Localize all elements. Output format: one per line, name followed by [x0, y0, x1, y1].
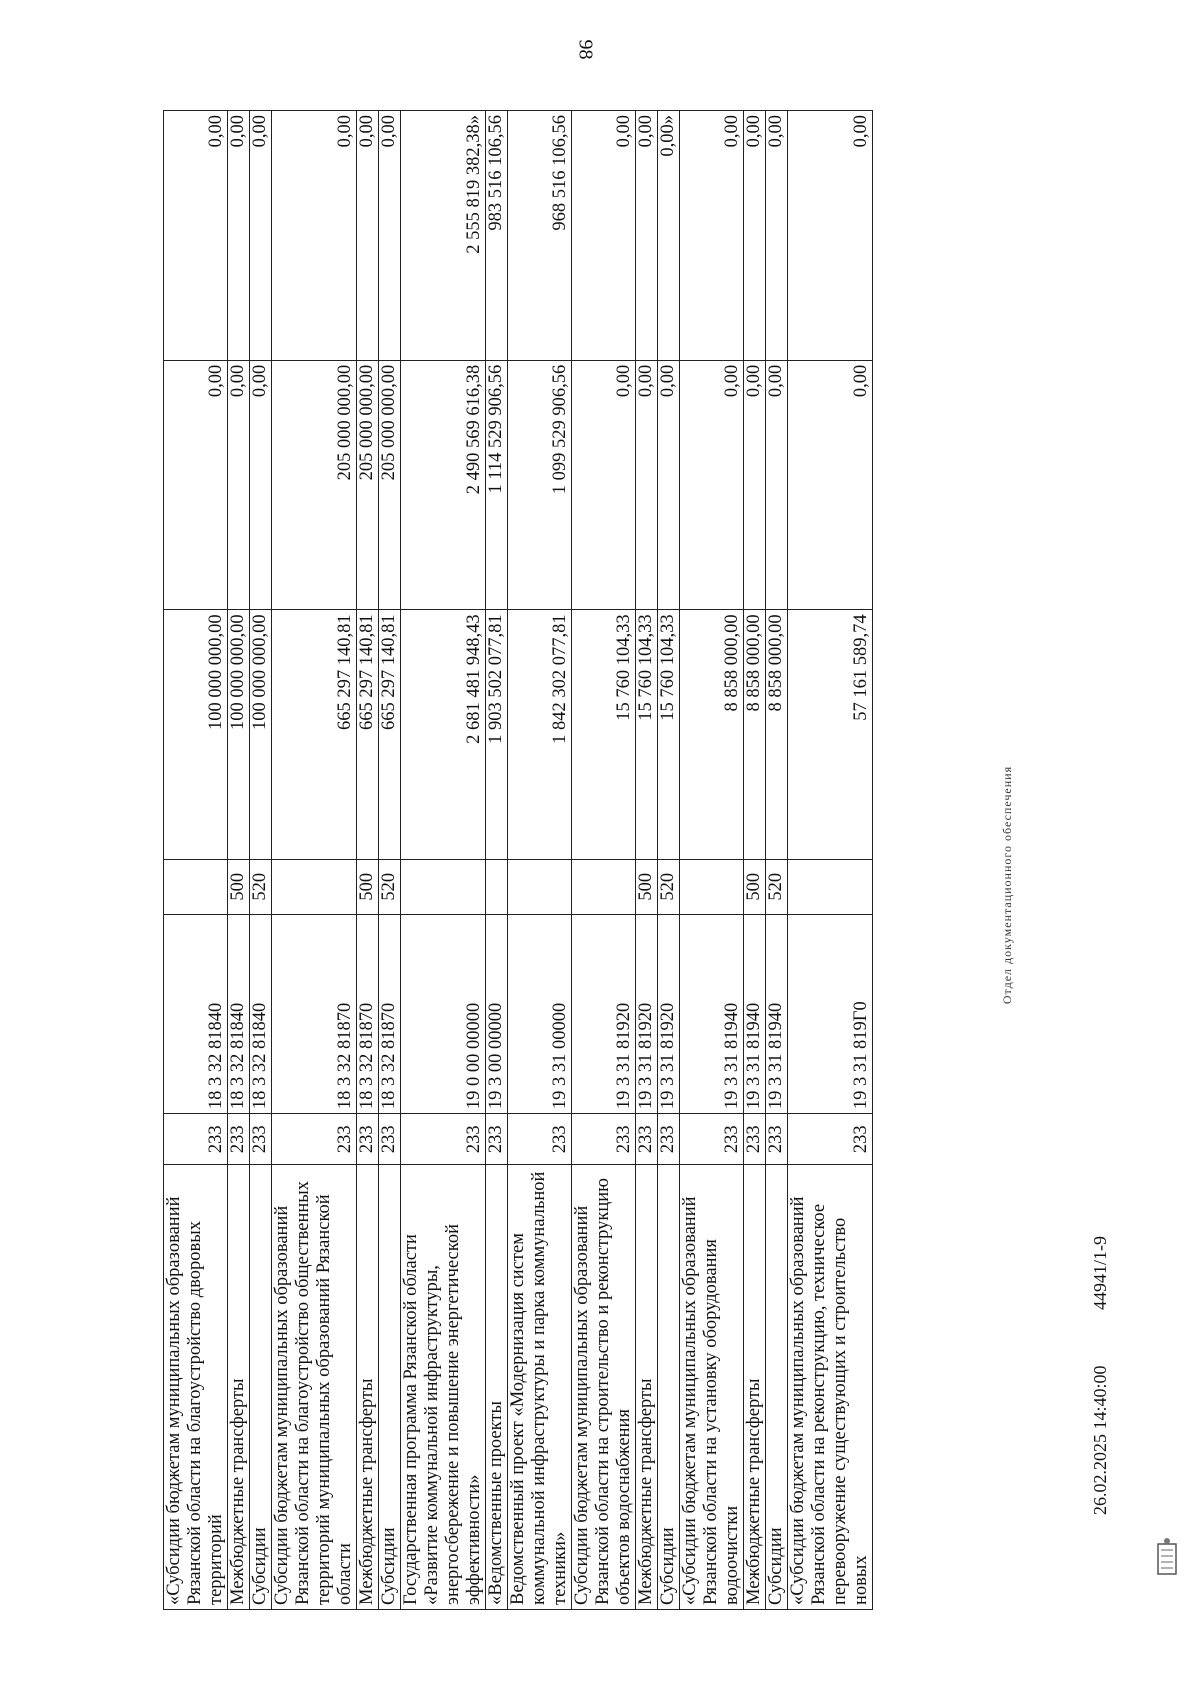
table-row	[658, 111, 680, 1610]
row-ministry-code-cell: 233	[250, 1114, 272, 1165]
row-expense-type-cell: 520	[658, 859, 680, 914]
table-row	[379, 111, 401, 1610]
row-target-code-cell: 19 3 31 81920	[572, 914, 636, 1113]
row-value-2027-cell: 0,00	[272, 111, 357, 361]
row-value-2026-cell: 1 099 529 906,56	[508, 360, 572, 610]
row-value-2026-cell: 0,00	[744, 360, 766, 610]
row-value-2027-cell: 0,00	[766, 111, 788, 361]
row-name-cell: «Ведомственные проекты	[486, 1165, 508, 1610]
row-value-2026-cell: 0,00	[680, 360, 744, 610]
row-ministry-code-cell: 233	[636, 1114, 658, 1165]
row-target-code-cell: 19 3 31 81940	[680, 914, 744, 1113]
row-ministry-code-cell: 233	[486, 1114, 508, 1165]
row-target-code-cell: 19 0 00 00000	[401, 914, 486, 1113]
row-name-cell: Субсидии	[379, 1165, 401, 1610]
table-row	[250, 111, 272, 1610]
row-name-cell: Субсидии бюджетам муниципальных образований Рязанской области на благоустройство общественных территорий муниципальных образований Рязанской области	[272, 1165, 357, 1610]
row-ministry-code-cell: 233	[164, 1114, 228, 1165]
row-target-code-cell: 19 3 31 81920	[636, 914, 658, 1113]
row-value-2025-cell: 8 858 000,00	[680, 610, 744, 860]
table-row	[680, 111, 744, 1610]
row-name-cell: «Субсидии бюджетам муниципальных образований Рязанской области на благоустройство дворовых территорий	[164, 1165, 228, 1610]
row-expense-type-cell: 500	[636, 859, 658, 914]
row-expense-type-cell	[486, 859, 508, 914]
table-row	[486, 111, 508, 1610]
row-value-2025-cell: 1 903 502 077,81	[486, 610, 508, 860]
row-name-cell: Межбюджетные трансферты	[636, 1165, 658, 1610]
row-name-cell: Субсидии	[250, 1165, 272, 1610]
row-target-code-cell: 18 3 32 81840	[250, 914, 272, 1113]
row-value-2026-cell: 0,00	[766, 360, 788, 610]
row-ministry-code-cell: 233	[401, 1114, 486, 1165]
table-row	[508, 111, 572, 1610]
row-value-2027-cell: 0,00	[379, 111, 401, 361]
row-ministry-code-cell: 233	[680, 1114, 744, 1165]
row-ministry-code-cell: 233	[228, 1114, 250, 1165]
row-value-2025-cell: 8 858 000,00	[766, 610, 788, 860]
row-expense-type-cell	[401, 859, 486, 914]
row-expense-type-cell	[788, 859, 873, 914]
row-target-code-cell: 19 3 00 00000	[486, 914, 508, 1113]
row-name-cell: Межбюджетные трансферты	[744, 1165, 766, 1610]
row-target-code-cell: 19 3 31 81920	[658, 914, 680, 1113]
row-value-2025-cell: 100 000 000,00	[250, 610, 272, 860]
table-row	[572, 111, 636, 1610]
table-row	[766, 111, 788, 1610]
row-target-code-cell: 19 3 31 00000	[508, 914, 572, 1113]
row-value-2027-cell: 0,00	[357, 111, 379, 361]
row-name-cell: «Субсидии бюджетам муниципальных образований Рязанской области на реконструкцию, техническое перевооружение существующих и строительство новых	[788, 1165, 873, 1610]
row-expense-type-cell	[508, 859, 572, 914]
row-value-2025-cell: 8 858 000,00	[744, 610, 766, 860]
row-expense-type-cell: 520	[379, 859, 401, 914]
budget-table	[163, 110, 873, 1610]
row-target-code-cell: 18 3 32 81840	[164, 914, 228, 1113]
row-value-2027-cell: 0,00	[164, 111, 228, 361]
row-value-2027-cell: 0,00	[636, 111, 658, 361]
row-name-cell: Субсидии бюджетам муниципальных образований Рязанской области на строительство и реконструкцию объектов водоснабжения	[572, 1165, 636, 1610]
row-value-2025-cell: 665 297 140,81	[357, 610, 379, 860]
row-value-2026-cell: 205 000 000,00	[379, 360, 401, 610]
row-name-cell: Субсидии	[766, 1165, 788, 1610]
row-value-2026-cell: 205 000 000,00	[357, 360, 379, 610]
row-value-2025-cell: 100 000 000,00	[164, 610, 228, 860]
table-row	[228, 111, 250, 1610]
row-value-2027-cell: 0,00	[250, 111, 272, 361]
row-ministry-code-cell: 233	[766, 1114, 788, 1165]
row-value-2026-cell: 0,00	[572, 360, 636, 610]
table-row	[636, 111, 658, 1610]
row-expense-type-cell: 500	[228, 859, 250, 914]
table-row	[744, 111, 766, 1610]
row-value-2027-cell: 0,00	[228, 111, 250, 361]
row-value-2026-cell: 0,00	[228, 360, 250, 610]
row-value-2027-cell: 0,00	[744, 111, 766, 361]
page-number: 98	[574, 39, 597, 60]
row-value-2027-cell: 0,00	[788, 111, 873, 361]
table-row	[357, 111, 379, 1610]
row-target-code-cell: 19 3 31 81940	[766, 914, 788, 1113]
coat-of-arms-icon	[1152, 1536, 1182, 1584]
row-ministry-code-cell: 233	[658, 1114, 680, 1165]
row-name-cell: Субсидии	[658, 1165, 680, 1610]
row-value-2027-cell: 983 516 106,56	[486, 111, 508, 361]
row-value-2025-cell: 15 760 104,33	[572, 610, 636, 860]
row-value-2027-cell: 968 516 106,56	[508, 111, 572, 361]
row-value-2027-cell: 0,00	[680, 111, 744, 361]
footer-date: 26.02.2025 14:40:00	[1090, 1365, 1110, 1515]
row-expense-type-cell	[680, 859, 744, 914]
row-ministry-code-cell: 233	[272, 1114, 357, 1165]
row-ministry-code-cell: 233	[357, 1114, 379, 1165]
row-value-2027-cell: 0,00	[572, 111, 636, 361]
row-target-code-cell: 18 3 32 81870	[357, 914, 379, 1113]
row-value-2026-cell: 0,00	[164, 360, 228, 610]
footer-doc-id: 44941/1-9	[1090, 1236, 1110, 1310]
row-value-2025-cell: 100 000 000,00	[228, 610, 250, 860]
row-target-code-cell: 18 3 32 81870	[272, 914, 357, 1113]
table-row	[272, 111, 357, 1610]
row-value-2025-cell: 665 297 140,81	[379, 610, 401, 860]
row-expense-type-cell: 500	[744, 859, 766, 914]
row-expense-type-cell: 500	[357, 859, 379, 914]
row-target-code-cell: 18 3 32 81840	[228, 914, 250, 1113]
row-value-2025-cell: 15 760 104,33	[658, 610, 680, 860]
row-value-2027-cell: 2 555 819 382,38»	[401, 111, 486, 361]
row-value-2026-cell: 0,00	[250, 360, 272, 610]
budget-table-body	[164, 111, 873, 1610]
row-target-code-cell: 18 3 32 81870	[379, 914, 401, 1113]
row-name-cell: «Субсидии бюджетам муниципальных образований Рязанской области на установку оборудования водоочистки	[680, 1165, 744, 1610]
table-row	[788, 111, 873, 1610]
table-row	[164, 111, 228, 1610]
row-value-2025-cell: 15 760 104,33	[636, 610, 658, 860]
row-value-2025-cell: 57 161 589,74	[788, 610, 873, 860]
row-expense-type-cell: 520	[250, 859, 272, 914]
row-name-cell: Межбюджетные трансферты	[228, 1165, 250, 1610]
row-name-cell: Ведомственный проект «Модернизация систем коммунальной инфраструктуры и парка коммунальной техники»	[508, 1165, 572, 1610]
row-name-cell: Межбюджетные трансферты	[357, 1165, 379, 1610]
table-row	[401, 111, 486, 1610]
row-value-2025-cell: 2 681 481 948,43	[401, 610, 486, 860]
rotated-table-container	[163, 110, 1043, 1610]
row-target-code-cell: 19 3 31 819Г0	[788, 914, 873, 1113]
row-ministry-code-cell: 233	[379, 1114, 401, 1165]
row-value-2026-cell: 1 114 529 906,56	[486, 360, 508, 610]
row-expense-type-cell	[272, 859, 357, 914]
row-value-2026-cell: 0,00	[788, 360, 873, 610]
department-stamp: Отдел документационного обеспечения	[1000, 765, 1014, 1005]
row-value-2025-cell: 1 842 302 077,81	[508, 610, 572, 860]
row-ministry-code-cell: 233	[744, 1114, 766, 1165]
row-value-2026-cell: 0,00	[636, 360, 658, 610]
row-ministry-code-cell: 233	[788, 1114, 873, 1165]
row-expense-type-cell	[164, 859, 228, 914]
row-value-2026-cell: 205 000 000,00	[272, 360, 357, 610]
row-target-code-cell: 19 3 31 81940	[744, 914, 766, 1113]
row-ministry-code-cell: 233	[508, 1114, 572, 1165]
row-name-cell: Государственная программа Рязанской области «Развитие коммунальной инфраструктуры, энергосбережение и повышение энергетической эффективности»	[401, 1165, 486, 1610]
row-ministry-code-cell: 233	[572, 1114, 636, 1165]
row-expense-type-cell: 520	[766, 859, 788, 914]
row-value-2025-cell: 665 297 140,81	[272, 610, 357, 860]
row-expense-type-cell	[572, 859, 636, 914]
row-value-2026-cell: 0,00	[658, 360, 680, 610]
row-value-2026-cell: 2 490 569 616,38	[401, 360, 486, 610]
row-value-2027-cell: 0,00»	[658, 111, 680, 361]
